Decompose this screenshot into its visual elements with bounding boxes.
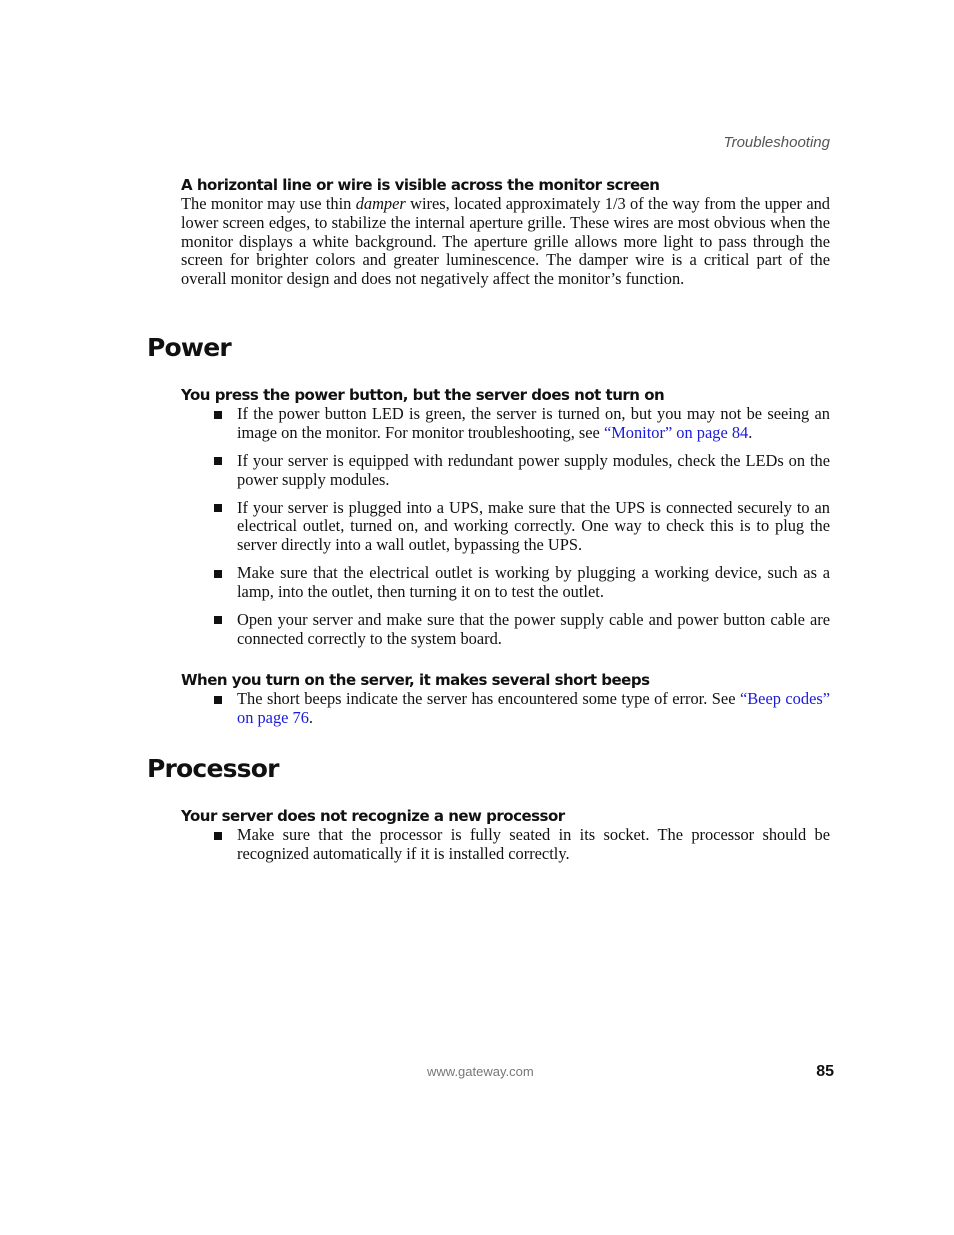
list-item — [181, 499, 830, 555]
list-item-text: Make sure that the electrical outlet is working by plugging a working device, such as a lamp, into the outlet, then turning it on to test the outlet. — [237, 563, 830, 601]
monitor-wire-subheading: A horizontal line or wire is visible across the monitor screen — [181, 176, 660, 194]
square-bullet-icon — [214, 570, 222, 578]
power-no-turn-on-section — [181, 386, 830, 658]
square-bullet-icon — [214, 832, 222, 840]
list-item-text: The short beeps indicate the server has encountered some type of error. See — [237, 689, 740, 708]
processor-not-recognized-section — [181, 807, 830, 873]
beep-codes-page-link[interactable]: “Beep codes” on page 76 — [237, 689, 831, 727]
list-item — [181, 405, 830, 443]
list-item-text: Make sure that the processor is fully seated in its socket. The processor should be recognized automatically if it is installed correctly. — [237, 825, 830, 863]
list-item-text: Open your server and make sure that the power supply cable and power button cable are connected correctly to the system board. — [237, 609, 830, 648]
processor-not-recognized-list — [181, 826, 830, 864]
running-header: Troubleshooting — [723, 134, 830, 151]
list-item-text: If your server is plugged into a UPS, make sure that the UPS is connected securely to an electrical outlet, turned on, and working correctly. One way to check this is to plug the server directly into a wall outlet, bypassing the UPS. — [237, 497, 830, 555]
monitor-wire-section — [181, 176, 830, 289]
list-item-text: If the power button LED is green, the server is turned on, but you may not be seeing an image on the monitor. For monitor troubleshooting, see — [237, 404, 830, 442]
square-bullet-icon — [214, 504, 222, 512]
para-text-start: The monitor may use thin — [181, 194, 356, 213]
power-short-beeps-subheading: When you turn on the server, it makes several short beeps — [181, 671, 650, 689]
processor-not-recognized-subheading: Your server does not recognize a new processor — [181, 807, 565, 825]
list-item-end: . — [748, 422, 753, 442]
power-short-beeps-section — [181, 671, 830, 737]
footer-url: www.gateway.com — [427, 1064, 534, 1079]
power-no-turn-on-list — [181, 405, 830, 649]
list-item — [181, 452, 830, 490]
list-item — [181, 611, 830, 649]
square-bullet-icon — [214, 616, 222, 624]
power-heading: Power — [147, 333, 231, 362]
power-no-turn-on-subheading: You press the power button, but the server does not turn on — [181, 386, 665, 404]
list-item — [181, 564, 830, 602]
list-item-end: . — [308, 707, 314, 727]
list-item — [181, 690, 830, 728]
power-short-beeps-list — [181, 690, 830, 728]
square-bullet-icon — [214, 411, 222, 419]
list-item-text: If your server is equipped with redundant power supply modules, check the LEDs on the power supply modules. — [237, 450, 830, 489]
square-bullet-icon — [214, 696, 222, 704]
monitor-page-link[interactable]: “Monitor” on page 84 — [603, 422, 749, 442]
processor-heading: Processor — [147, 754, 279, 783]
monitor-wire-paragraph — [181, 195, 830, 289]
para-emphasis-damper: damper — [355, 194, 406, 213]
para-text-end: wires, located approximately 1/3 of the way from the upper and lower screen edges, to stabilize the internal aperture grille. These wires are most obvious when the monitor displays a white background. The aperture grille allows more light to pass through the screen for brighter colors and greater luminescence. The damper wire is a critical part of the overall monitor design and does not negatively affect the monitor’s function. — [181, 194, 830, 289]
list-item — [181, 826, 830, 864]
page-number: 85 — [816, 1063, 834, 1080]
square-bullet-icon — [214, 457, 222, 465]
